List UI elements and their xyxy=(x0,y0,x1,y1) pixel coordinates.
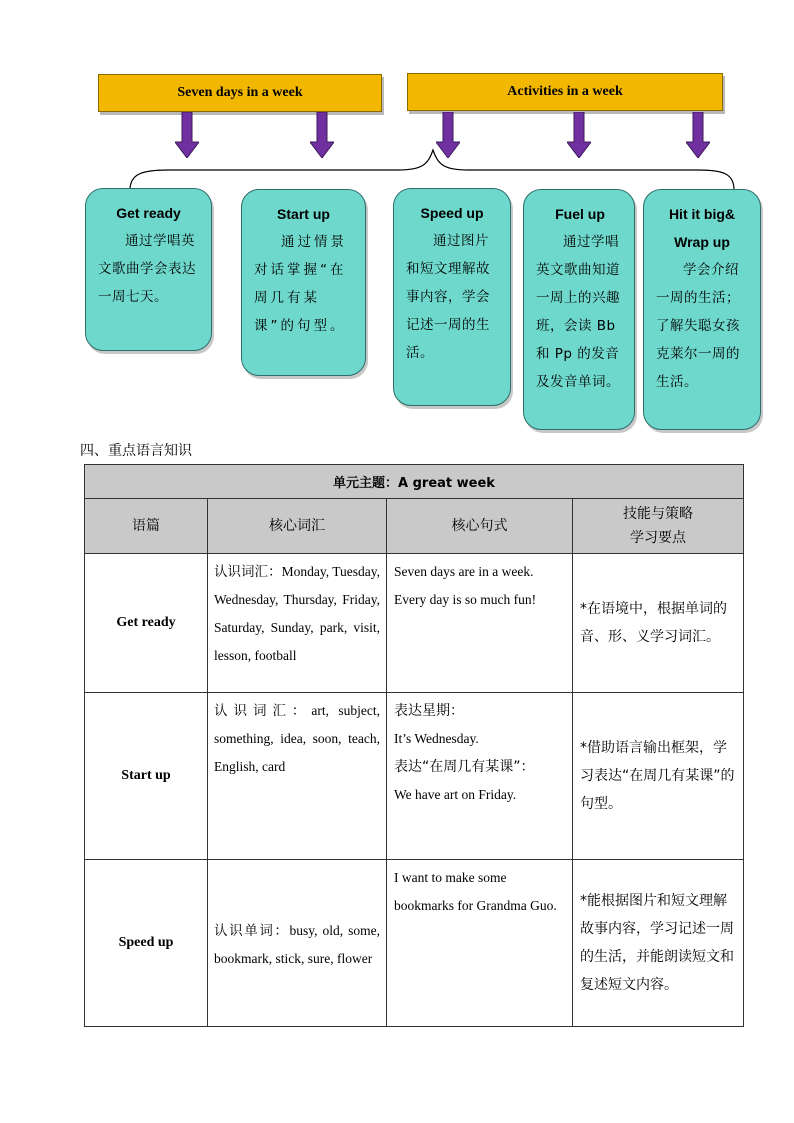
row-unit: Start up xyxy=(85,693,208,860)
box-speed-up xyxy=(393,188,511,406)
row-skill: *借助语言输出框架，学习表达“在周几有某课”的句型。 xyxy=(573,693,744,860)
grouping-brace xyxy=(128,146,736,192)
sentence: We have art on Friday. xyxy=(394,787,517,802)
row-unit: Get ready xyxy=(85,554,208,693)
sentence: It’s Wednesday. xyxy=(394,731,479,746)
row-sentences xyxy=(387,860,573,1027)
box-title: Hit it big& Wrap up xyxy=(668,206,736,250)
box-text: 学会介绍一周的生活；了解失聪女孩克莱尔一周的生活。 xyxy=(656,262,740,390)
box-text: 通过学唱英文歌曲知道一周上的兴趣班，会读 Bb 和 Pp 的发音及发音单词。 xyxy=(536,234,620,390)
column-header: 技能与策略 学习要点 xyxy=(573,499,744,554)
box-text: 通过学唱英文歌曲学会表达一周七天。 xyxy=(98,233,196,305)
box-title: Speed up xyxy=(420,205,484,221)
table-row xyxy=(85,693,744,860)
banner-activities xyxy=(407,73,723,111)
row-vocab: 认识单词：busy, old, some, bookmark, stick, sure, flower xyxy=(208,860,387,1027)
box-title: Fuel up xyxy=(555,206,605,222)
section-heading: 四、重点语言知识 xyxy=(80,443,192,459)
row-sentences xyxy=(387,693,573,860)
table-row xyxy=(85,860,744,1027)
box-text: 通过图片和短文理解故事内容，学会记述一周的生活。 xyxy=(406,233,490,361)
box-hit-it-big xyxy=(643,189,761,430)
sentence: 表达星期： xyxy=(394,703,464,719)
box-text: 通过情景对话掌握“在周几有某课”的句型。 xyxy=(254,234,347,334)
box-title: Get ready xyxy=(116,205,181,221)
row-skill: *在语境中，根据单词的音、形、义学习词汇。 xyxy=(573,554,744,693)
column-header: 核心句式 xyxy=(387,499,573,554)
box-start-up xyxy=(241,189,366,376)
banner-seven-days xyxy=(98,74,382,112)
language-knowledge-table xyxy=(84,464,744,1027)
row-vocab: 认识词汇：art, subject, something, idea, soon, teach, English, card xyxy=(208,693,387,860)
row-unit: Speed up xyxy=(85,860,208,1027)
sentence: I want to make some bookmarks for Grandma Guo. xyxy=(394,870,557,913)
box-title: Start up xyxy=(277,206,330,222)
column-header: 语篇 xyxy=(85,499,208,554)
row-vocab: 认识词汇：Monday, Tuesday, Wednesday, Thursday, Friday, Saturday, Sunday, park, visit, lesson, football xyxy=(208,554,387,693)
row-skill: *能根据图片和短文理解故事内容，学习记述一周的生活，并能朗读短文和复述短文内容。 xyxy=(573,860,744,1027)
table-row xyxy=(85,554,744,693)
row-sentences xyxy=(387,554,573,693)
sentence: Every day is so much fun! xyxy=(394,592,537,607)
box-fuel-up xyxy=(523,189,635,430)
banner-activities-label: Activities in a week xyxy=(507,84,623,99)
box-get-ready xyxy=(85,188,212,351)
sentence: 表达“在周几有某课”： xyxy=(394,759,535,775)
sentence: Seven days are in a week. xyxy=(394,564,534,579)
banner-seven-days-label: Seven days in a week xyxy=(177,85,303,100)
table-title: 单元主题：A great week xyxy=(85,465,744,499)
column-header: 核心词汇 xyxy=(208,499,387,554)
